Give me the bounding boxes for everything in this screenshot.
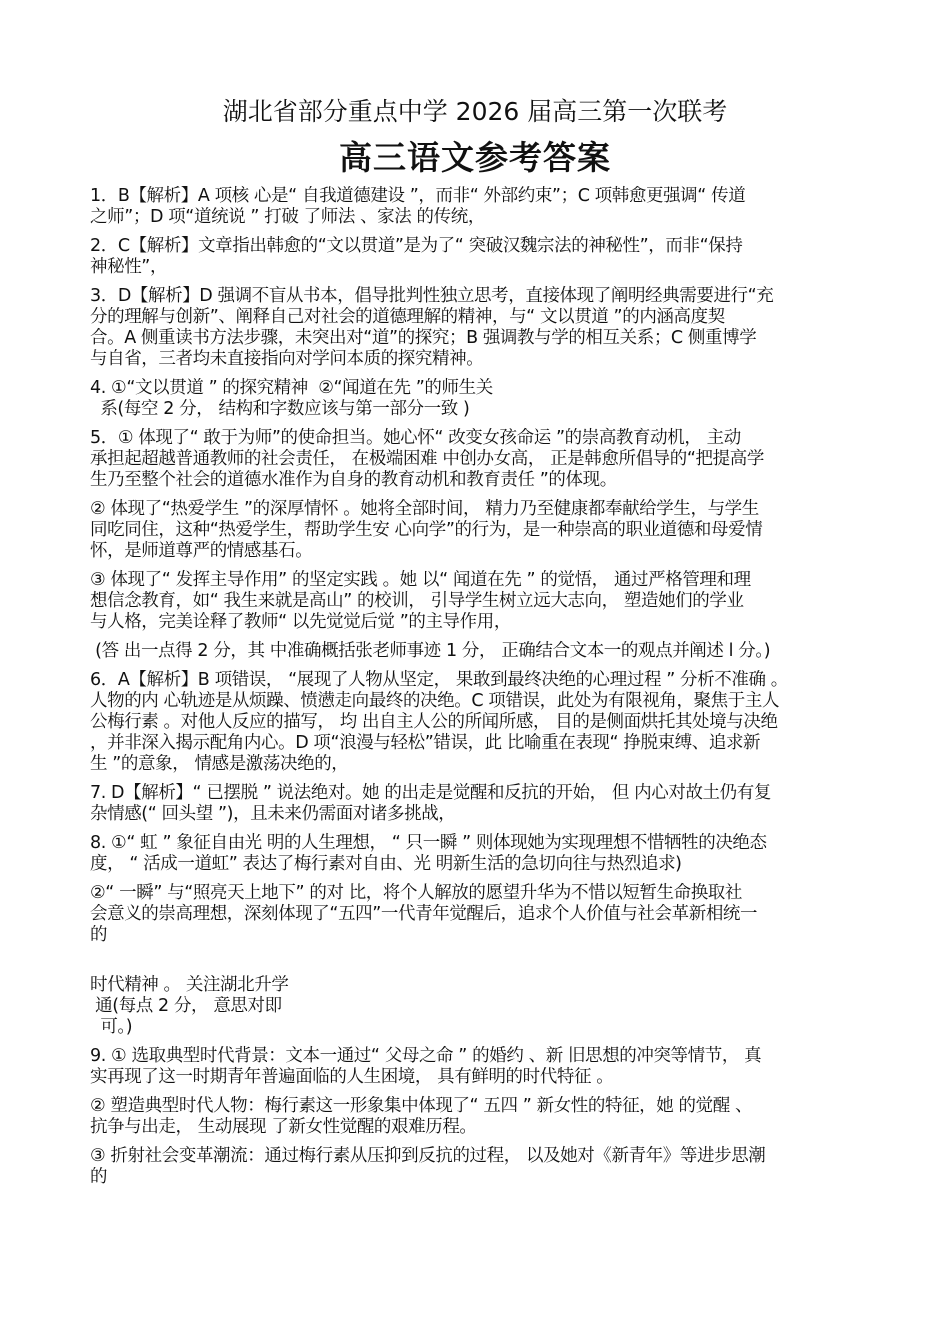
paragraph-line: 合。A 侧重读书方法步骤，未突出对“道”的探究；B 强调教与学的相互关系；C 侧重博学 bbox=[90, 328, 757, 348]
paragraph-line: 4. ①“文以贯道 ” 的探究精神 ②“闻道在先 ”的师生关 bbox=[90, 378, 493, 398]
answer-paragraph bbox=[90, 236, 865, 278]
paragraph-line: 之师”；D 项“道统说 ” 打破 了师法 、家法 的传统， bbox=[90, 207, 485, 227]
paragraph-line: 同吃同住，这种“热爱学生，帮助学生安 心向学”的行为，是一种崇高的职业道德和母爱情 bbox=[90, 520, 763, 540]
paragraph-line: 想信念教育，如“ 我生来就是高山” 的校训， 引导学生树立远大志向， 塑造她们的学业 bbox=[90, 591, 744, 611]
answer-paragraph bbox=[90, 378, 865, 420]
paragraph-line: 8. ①“ 虹 ” 象征自由光 明的人生理想， “ 只一瞬 ” 则体现她为实现理想不惜牺牲的决绝态 bbox=[90, 833, 767, 853]
paragraph-line: 5．① 体现了“ 敢于为师”的使命担当。她心怀“ 改变女孩命运 ”的崇高教育动机， 主动 bbox=[90, 428, 741, 448]
answer-paragraph bbox=[90, 499, 865, 562]
paragraph-line: ③ 体现了“ 发挥主导作用” 的坚定实践 。她 以“ 闻道在先 ” 的觉悟， 通过严格管理和理 bbox=[90, 570, 751, 590]
paragraph-line: ② 体现了“热爱学生 ”的深厚情怀 。她将全部时间， 精力乃至健康都奉献给学生，与学生 bbox=[90, 499, 759, 519]
paragraph-line: 生 ”的意象， 情感是激荡决绝的， bbox=[90, 754, 349, 774]
paragraph-line: 承担起超越普通教师的社会责任， 在极端困难 中创办女高， 正是韩愈所倡导的“把提高学 bbox=[90, 449, 764, 469]
paragraph-line: ② 塑造典型时代人物：梅行素这一形象集中体现了“ 五四 ” 新女性的特征，她 的觉醒 、 bbox=[90, 1096, 753, 1116]
answer-paragraph bbox=[90, 428, 865, 491]
paragraph-line: 人物的内 心轨迹是从烦躁、愤懑走向最终的决绝。C 项错误，此处为有限视角，聚焦于主人 bbox=[90, 691, 780, 711]
answer-paragraph bbox=[90, 1046, 865, 1088]
answer-body bbox=[90, 186, 865, 1196]
paragraph-line: 2．C【解析】文章指出韩愈的“文以贯道”是为了“ 突破汉魏宗法的神秘性”，而非“保持 bbox=[90, 236, 743, 256]
paragraph-line: 与自省，三者均未直接指向对学问本质的探究精神。 bbox=[90, 349, 484, 369]
paragraph-line: 实再现了这一时期青年普遍面临的人生困境， 具有鲜明的时代特征 。 bbox=[90, 1067, 614, 1087]
answer-paragraph bbox=[90, 1096, 865, 1138]
paragraph-line: 系(每空 2 分， 结构和字数应该与第一部分一致 ) bbox=[90, 399, 470, 419]
paragraph-line: 杂情感(“ 回头望 ”)，且未来仍需面对诸多挑战， bbox=[90, 804, 456, 824]
paragraph-line: 可。) bbox=[90, 1017, 133, 1037]
paragraph-line: 会意义的崇高理想，深刻体现了“五四”一代青年觉醒后，追求个人价值与社会革新相统一 bbox=[90, 904, 758, 924]
paragraph-line: 公梅行素 。对他人反应的描写， 均 出自主人公的所闻所感， 目的是侧面烘托其处境与决绝 bbox=[90, 712, 778, 732]
answer-paragraph bbox=[90, 570, 865, 633]
answer-paragraph bbox=[90, 783, 865, 825]
answer-paragraph bbox=[90, 883, 865, 946]
paragraph-line: 通(每点 2 分， 意思对即 bbox=[90, 996, 282, 1016]
paragraph-line: ②“ 一瞬” 与“照亮天上地下” 的对 比，将个人解放的愿望升华为不惜以短暂生命换取社 bbox=[90, 883, 743, 903]
paragraph-line: ③ 折射社会变革潮流：通过梅行素从压抑到反抗的过程， 以及她对《新青年》等进步思潮 bbox=[90, 1146, 766, 1166]
paragraph-line: (答 出一点得 2 分，其 中准确概括张老师事迹 1 分， 正确结合文本一的观点并阐述 l 分。) bbox=[90, 641, 771, 661]
answer-paragraph bbox=[90, 670, 865, 775]
paragraph-line: 怀，是师道尊严的情感基石。 bbox=[90, 541, 313, 561]
answer-paragraph bbox=[90, 186, 865, 228]
paragraph-line: 6．A【解析】B 项错误， “展现了人物从坚定， 果敢到最终决绝的心理过程 ” 分析不准确 。 bbox=[90, 670, 788, 690]
answer-key-title: 高三语文参考答案 bbox=[339, 138, 611, 177]
answer-paragraph bbox=[90, 641, 865, 662]
paragraph-line: 度， “ 活成一道虹” 表达了梅行素对自由、光 明新生活的急切向往与热烈追求) bbox=[90, 854, 682, 874]
paragraph-line: 的 bbox=[90, 925, 108, 945]
answer-paragraph bbox=[90, 286, 865, 370]
paragraph-line: 抗争与出走， 生动展现 了新女性觉醒的艰难历程。 bbox=[90, 1117, 477, 1137]
paragraph-line bbox=[90, 954, 865, 975]
exam-title: 湖北省部分重点中学 2026 届高三第一次联考 bbox=[222, 97, 728, 126]
answer-paragraph bbox=[90, 833, 865, 875]
paragraph-line: 7. D【解析】“ 已摆脱 ” 说法绝对。她 的出走是觉醒和反抗的开始， 但 内心对故土仍有复 bbox=[90, 783, 771, 803]
paragraph-line: 生乃至整个社会的道德水准作为自身的教育动机和教育责任 ”的体现。 bbox=[90, 470, 617, 490]
paragraph-line: 的 bbox=[90, 1167, 108, 1187]
paragraph-line: 分的理解与创新”、阐释自己对社会的道德理解的精神，与“ 文以贯道 ”的内涵高度契 bbox=[90, 307, 725, 327]
answer-paragraph bbox=[90, 954, 865, 1038]
paragraph-line: 神秘性”， bbox=[90, 257, 168, 277]
paragraph-line: 9. ① 选取典型时代背景：文本一通过“ 父母之命 ” 的婚约 、新 旧思想的冲突等情节， 真 bbox=[90, 1046, 762, 1066]
paragraph-line: 3．D【解析】D 强调不盲从书本，倡导批判性独立思考，直接体现了阐明经典需要进行“充 bbox=[90, 286, 774, 306]
paragraph-line: 与人格，完美诠释了教师“ 以先觉觉后觉 ”的主导作用， bbox=[90, 612, 511, 632]
paragraph-line: 时代精神 。 关注湖北升学 bbox=[90, 975, 289, 995]
paragraph-line: ，并非深入揭示配角内心。D 项“浪漫与轻松”错误，此 比喻重在表现“ 挣脱束缚、追求新 bbox=[90, 733, 761, 753]
answer-paragraph bbox=[90, 1146, 865, 1188]
paragraph-line: 1．B【解析】A 项核 心是“ 自我道德建设 ”，而非“ 外部约束”；C 项韩愈更强调“ 传道 bbox=[90, 186, 746, 206]
